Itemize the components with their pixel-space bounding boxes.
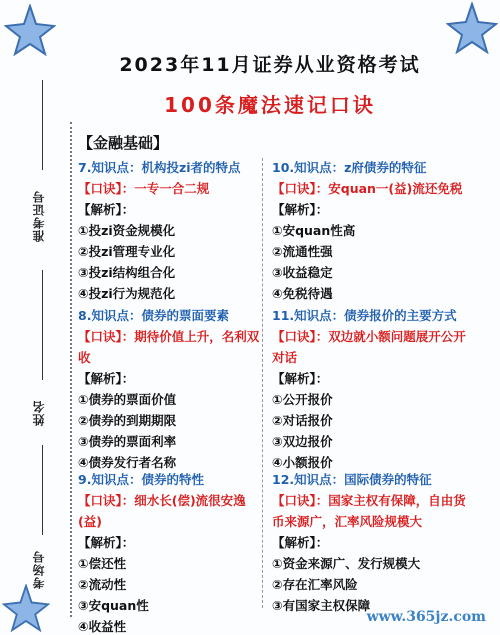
list-item: ②对话报价: [272, 413, 333, 428]
exam-room-label: 考场号: [32, 550, 46, 589]
knowledge-card: [78, 469, 260, 635]
list-item: ①投zi资金规模化: [78, 223, 176, 238]
list-item: ③投zi结构组合化: [78, 265, 176, 280]
knowledge-card: [272, 305, 472, 473]
explain-label: 【解析】：: [272, 535, 329, 550]
list-item: ①偿还性: [78, 556, 127, 571]
list-item: ②债券的到期期限: [78, 413, 177, 428]
list-item: ③债券的票面利率: [78, 434, 177, 449]
mnemonic: 【口诀】：双边就小额问题展开公开对话: [272, 329, 466, 365]
list-item: ①公开报价: [272, 392, 333, 407]
star-top-left-icon: [4, 4, 56, 56]
knowledge-point: 8.知识点：债券的票面要素: [78, 308, 229, 323]
mnemonic: 【口诀】：安quan一(益)流还免税: [272, 181, 463, 196]
knowledge-point: 11.知识点：债券报价的主要方式: [272, 308, 457, 323]
page-subtitle: 100条魔法速记口诀: [164, 93, 376, 117]
knowledge-point: 7.知识点：机构投zi者的特点: [78, 160, 241, 175]
list-item: ①安quan性高: [272, 223, 356, 238]
mnemonic: 【口诀】：一专一合二规: [78, 181, 210, 196]
list-item: ③有国家主权保障: [272, 598, 371, 613]
list-item: ②存在汇率风险: [272, 577, 358, 592]
list-item: ③双边报价: [272, 434, 333, 449]
list-item: ④免税待遇: [272, 286, 333, 301]
list-item: ④小额报价: [272, 455, 333, 470]
list-item: ④债券发行者名称: [78, 455, 177, 470]
page-title: 2023年11月证券从业资格考试: [119, 54, 421, 76]
list-item: ④投zi行为规范化: [78, 286, 176, 301]
list-item: ②流通性强: [272, 244, 333, 259]
mnemonic: 【口诀】：期待价值上升，名利双收: [78, 329, 260, 365]
explain-label: 【解析】：: [272, 371, 329, 386]
explain-label: 【解析】：: [78, 202, 135, 217]
list-item: ③安quan性: [78, 598, 149, 613]
knowledge-point: 9.知识点：债券的特性: [78, 472, 204, 487]
binding-strip: [22, 80, 62, 620]
strip-line-1: [42, 80, 43, 170]
list-item: ④收益性: [78, 619, 127, 634]
list-item: ②投zi管理专业化: [78, 244, 176, 259]
explain-label: 【解析】：: [272, 202, 329, 217]
list-item: ③收益稳定: [272, 265, 333, 280]
knowledge-point: 12.知识点：国际债券的特征: [272, 472, 432, 487]
watermark: www.365jz.com: [366, 609, 486, 625]
list-item: ①债券的票面价值: [78, 392, 177, 407]
knowledge-card: [78, 157, 260, 304]
list-item: ②流动性: [78, 577, 127, 592]
exam-id-label: 准考证号: [32, 190, 46, 242]
explain-label: 【解析】：: [78, 371, 135, 386]
strip-line-3: [42, 445, 43, 535]
list-item: ①资金来源广、发行规模大: [272, 556, 421, 571]
column-divider: [262, 158, 263, 608]
knowledge-card: [272, 157, 472, 304]
star-top-right-icon: [446, 2, 498, 54]
section-heading: 【金融基础】: [78, 134, 169, 152]
explain-label: 【解析】：: [78, 535, 135, 550]
mnemonic: 【口诀】：细水长(偿)流很安逸(益): [78, 493, 246, 529]
knowledge-card: [272, 469, 472, 616]
knowledge-card: [78, 305, 260, 473]
knowledge-point: 10.知识点：z府债券的特征: [272, 160, 427, 175]
mnemonic: 【口诀】：国家主权有保障，自由货币来源广，汇率风险规模大: [272, 493, 466, 529]
name-label: 姓名: [32, 400, 46, 426]
strip-line-2: [42, 270, 43, 380]
